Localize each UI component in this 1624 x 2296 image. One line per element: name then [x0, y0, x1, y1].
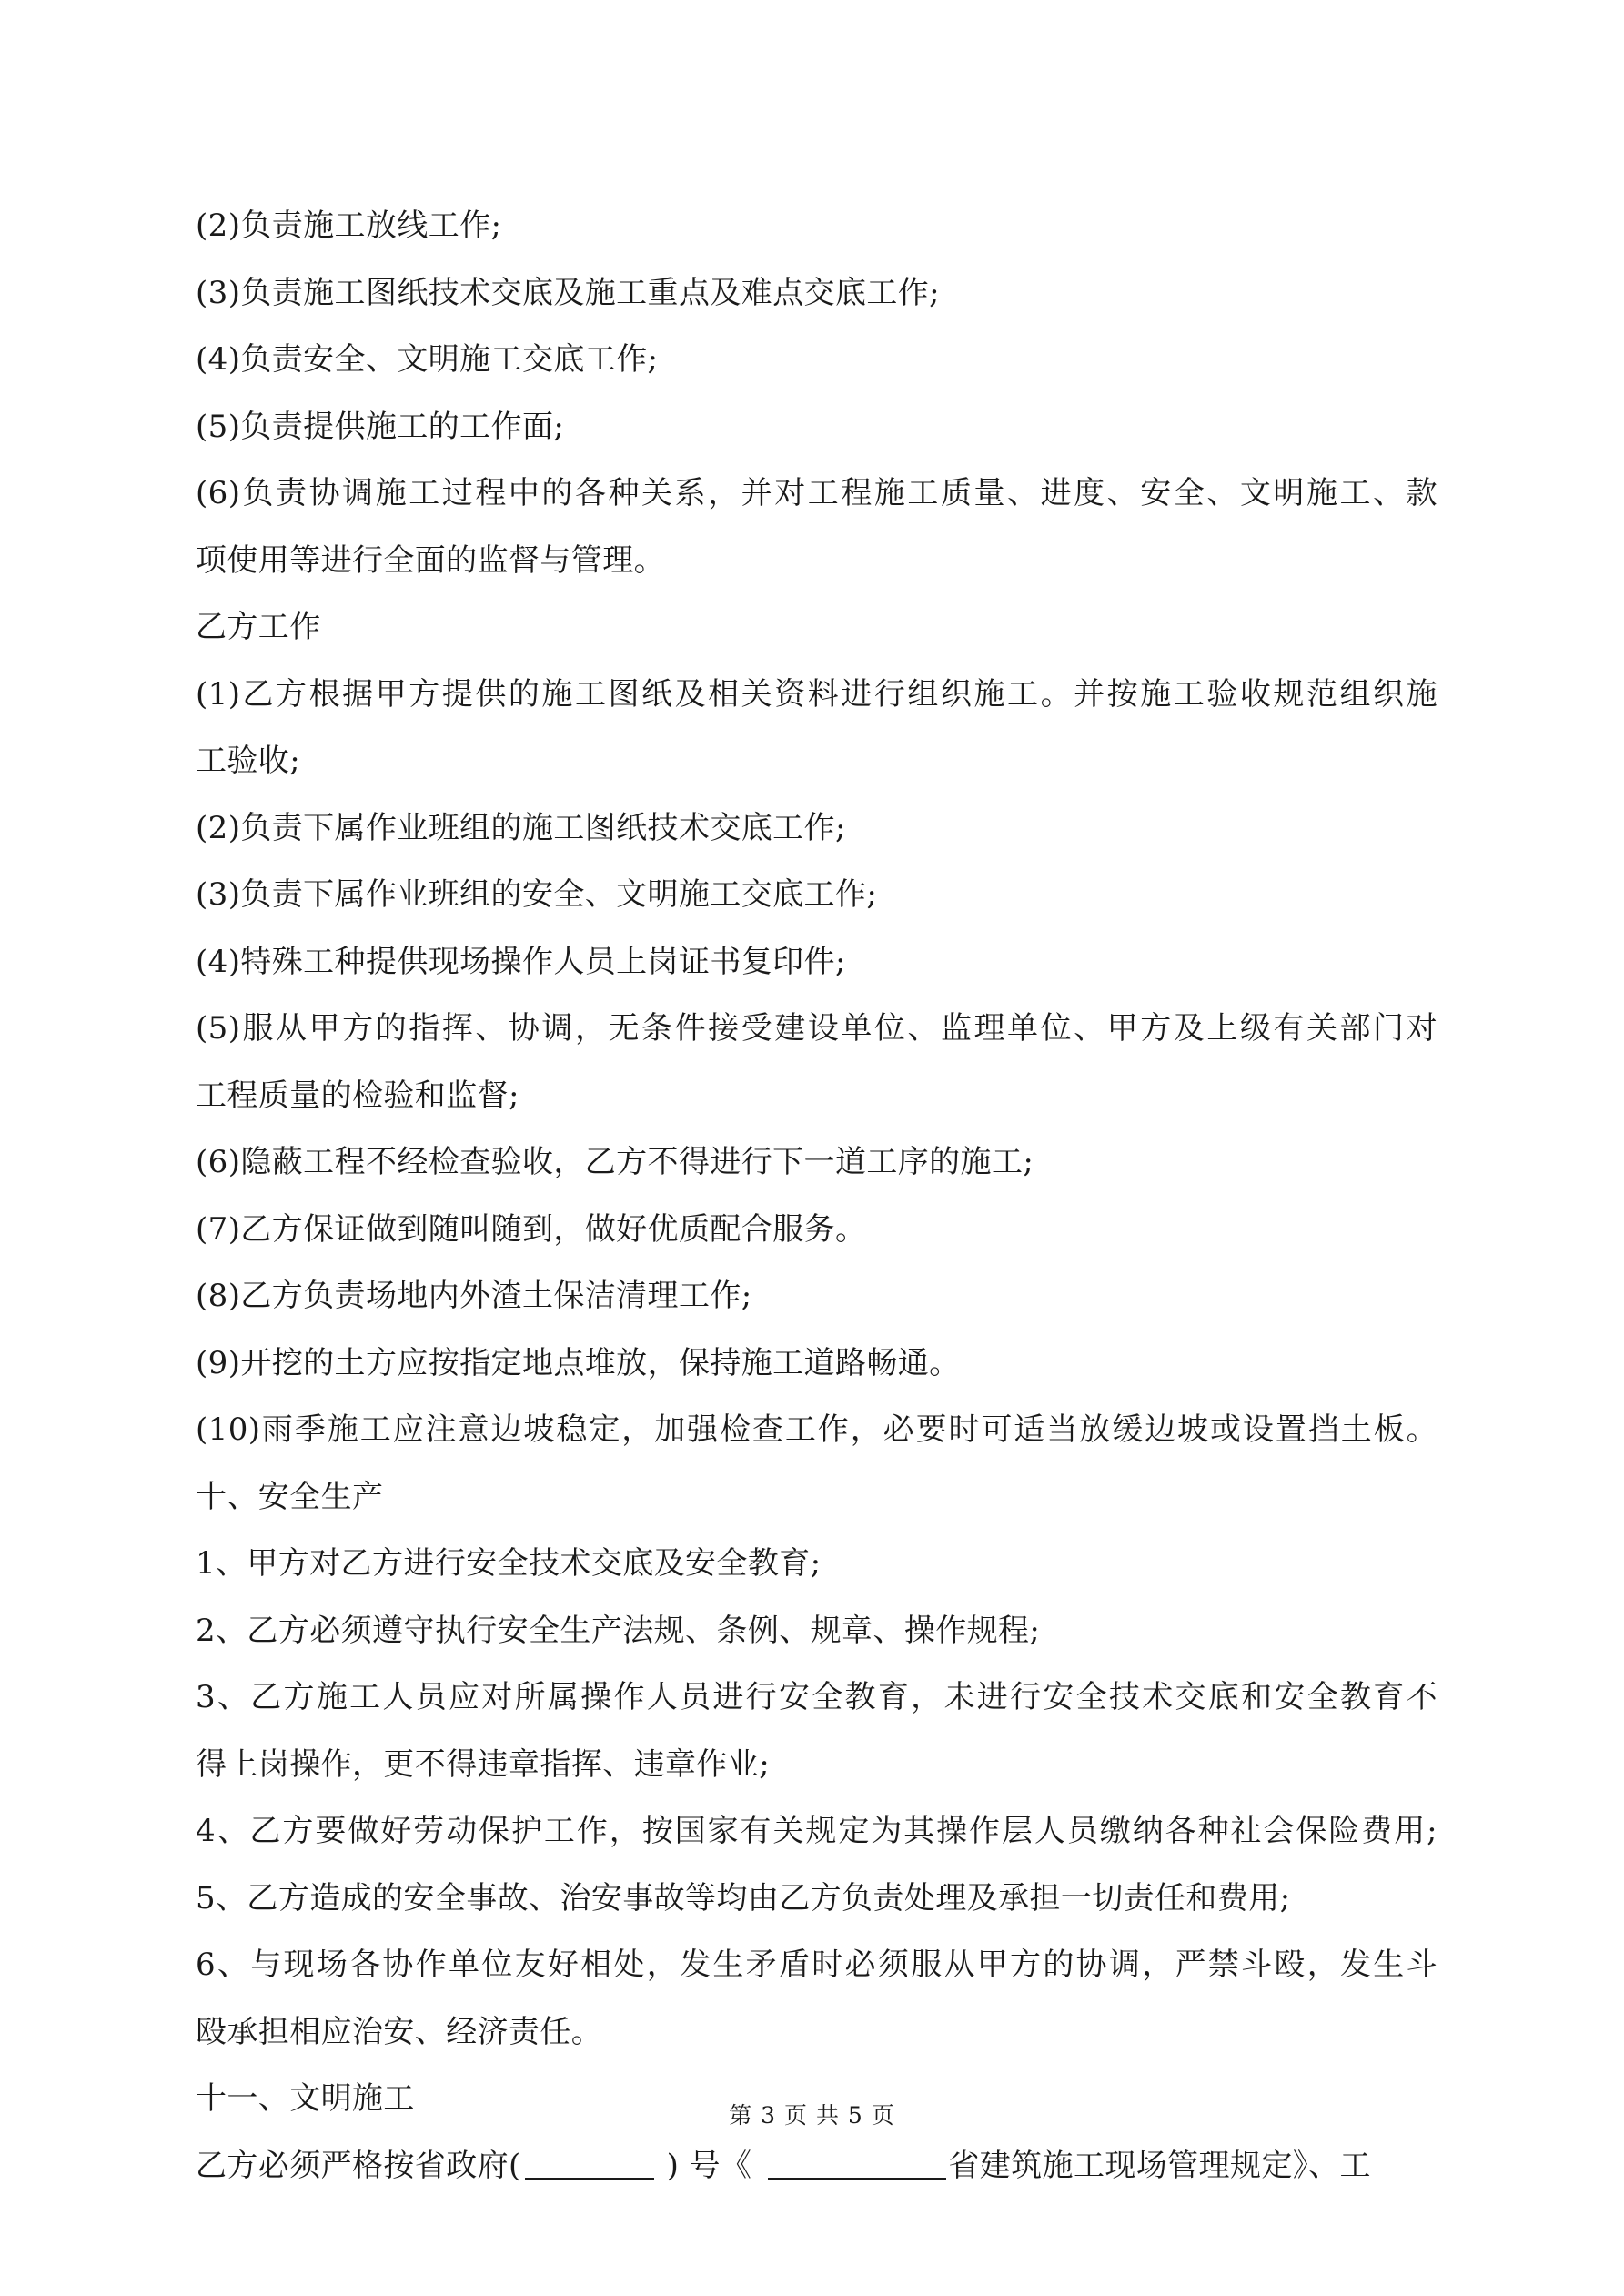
text-line: (3)负责下属作业班组的安全、文明施工交底工作;	[196, 876, 878, 913]
text-line: 3、乙方施工人员应对所属操作人员进行安全教育，未进行安全技术交底和安全教育不	[196, 1679, 1437, 1715]
text-line-with-blanks	[196, 2133, 1437, 2200]
fill-in-blank	[525, 2141, 654, 2180]
text-line: (2)负责下属作业班组的施工图纸技术交底工作;	[196, 809, 846, 846]
text-line: (5)负责提供施工的工作面;	[196, 408, 565, 445]
text-line: (1)乙方根据甲方提供的施工图纸及相关资料进行组织施工。并按施工验收规范组织施	[196, 675, 1437, 713]
text-line: (3)负责施工图纸技术交底及施工重点及难点交底工作;	[196, 274, 941, 311]
text-line: (10)雨季施工应注意边坡稳定，加强检查工作，必要时可适当放缓边坡或设置挡土板。	[196, 1411, 1437, 1448]
text-segment: 省建筑施工现场管理规定》、工	[948, 2147, 1371, 2184]
text-line: 得上岗操作，更不得违章指挥、违章作业;	[196, 1745, 771, 1783]
text-line: 项使用等进行全面的监督与管理。	[196, 541, 665, 579]
text-line: 2、乙方必须遵守执行安全生产法规、条例、规章、操作规程;	[196, 1612, 1041, 1649]
text-line: (6)隐蔽工程不经检查验收，乙方不得进行下一道工序的施工;	[196, 1144, 1034, 1180]
text-line: (4)特殊工种提供现场操作人员上岗证书复印件;	[196, 943, 846, 980]
section-heading: 十一、文明施工	[196, 2080, 415, 2117]
text-line: 殴承担相应治安、经济责任。	[196, 2013, 603, 2050]
fill-in-blank	[768, 2141, 946, 2180]
section-heading: 十、安全生产	[196, 1478, 384, 1515]
text-line: (8)乙方负责场地内外渣土保洁清理工作;	[196, 1278, 752, 1314]
text-line: (7)乙方保证做到随叫随到，做好优质配合服务。	[196, 1210, 867, 1248]
text-line: 5、乙方造成的安全事故、治安事故等均由乙方负责处理及承担一切责任和费用;	[196, 1879, 1291, 1917]
text-line: (4)负责安全、文明施工交底工作;	[196, 341, 659, 378]
text-line: (5)服从甲方的指挥、协调，无条件接受建设单位、监理单位、甲方及上级有关部门对	[196, 1010, 1437, 1047]
page-footer: 第 3 页 共 5 页	[729, 2102, 895, 2129]
text-segment: ) 号《	[666, 2147, 752, 2184]
text-line: 6、与现场各协作单位友好相处，发生矛盾时必须服从甲方的协调，严禁斗殴，发生斗	[196, 1947, 1437, 1983]
text-line: 工程质量的检验和监督;	[196, 1077, 519, 1114]
section-heading: 乙方工作	[196, 609, 321, 645]
text-line: 工验收;	[196, 743, 301, 779]
text-line: (9)开挖的土方应按指定地点堆放，保持施工道路畅通。	[196, 1344, 961, 1381]
text-segment: 乙方必须严格按省政府(	[196, 2147, 521, 2184]
text-line: 4、乙方要做好劳动保护工作，按国家有关规定为其操作层人员缴纳各种社会保险费用;	[196, 1813, 1437, 1849]
document-body	[196, 193, 1437, 2200]
text-line: 1、甲方对乙方进行安全技术交底及安全教育;	[196, 1545, 822, 1582]
text-line: (2)负责施工放线工作;	[196, 207, 502, 244]
text-line: (6)负责协调施工过程中的各种关系，并对工程施工质量、进度、安全、文明施工、款	[196, 475, 1437, 511]
